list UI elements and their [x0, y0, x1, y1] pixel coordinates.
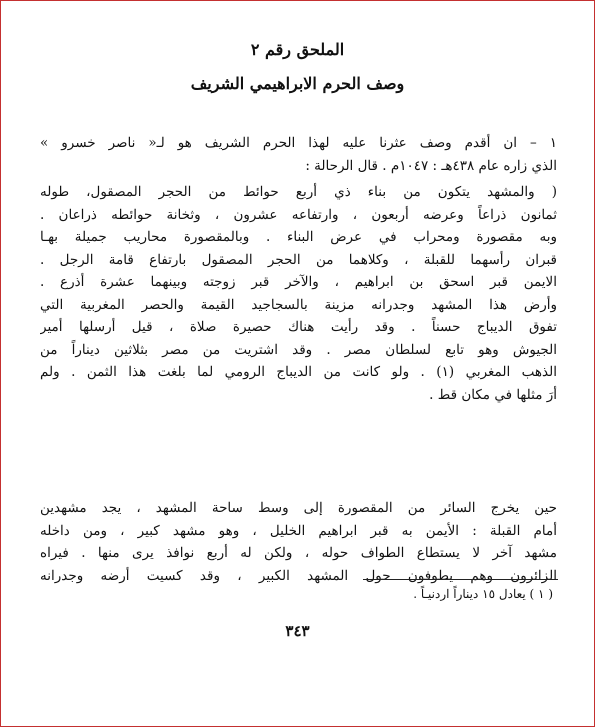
page-number: ٣٤٣ — [285, 622, 310, 640]
paragraph-quote — [40, 181, 557, 406]
text-line: أرَ مثلها في مكان قط . — [429, 386, 557, 403]
text-line: أمام القبلة : الأيمن به قبر ابراهيم الخليل ، وهو مشهد كبير ، ومن داخله — [40, 522, 557, 539]
text-line: الذي زاره عام ٤٣٨هـ : ١٠٤٧م . قال الرحالة : — [305, 157, 557, 174]
appendix-title: الملحق رقم ٢ — [250, 40, 345, 59]
text-line: الذهب المغربي (١) . ولو كانت من الديباج الرومي لما بلغت هذا الثمن . ولم — [40, 364, 557, 380]
text-line: مشهد آخر لا يستطاع الطواف حوله ، ولكن له أربع نوافذ يرى منها . فيراه — [40, 545, 557, 561]
text-line: تفوق الديباج حسناً . وقد رأيت هناك حصيرة صلاة ، قيل أرسلها أمير — [40, 319, 557, 335]
text-line: وبه مقصورة ومحراب في عرض البناء . وبالمقصورة محاريب جميلة بهـا — [40, 229, 557, 245]
text-line: ( والمشهد يتكون من بناء ذي أربع حوائط من الحجر المصقول، طوله — [40, 184, 557, 200]
text-line: الزائرون وهم يطوفون حول المشهد الكبير ، وقد كسيت أرضه وجدرانه — [40, 567, 557, 584]
footnote: ( ١ ) يعادل ١٥ ديناراً اردنيـاً . — [413, 587, 553, 601]
text-line: ثمانون ذراعاً وعرضه أربعون ، وارتفاعه عشرون ، وثخانة حوائطه ذراعان . — [40, 206, 557, 223]
text-line: حين يخرج السائر من المقصورة إلى وسط ساحة المشهد ، يجد مشهدين — [40, 500, 557, 516]
text-line: الايمن قبر اسحق بن ابراهيم ، والآخر قبر زوجته وبينهما عشرة أذرع . — [40, 274, 557, 290]
text-line: قبران رأسهما للقبلة ، وكلاهما من الحجر المصقول بارتفاع قامة الرجل . — [40, 251, 557, 268]
text-line: وأرض هذا المشهد وجدرانه مزينة بالسجاجيد القيمة والحصر المغربية التي — [40, 296, 557, 313]
paragraph-description — [40, 497, 557, 587]
text-line: الجيوش وهو تابع لسلطان مصر . وقد اشتريت من مصر بثلاثين ديناراً من — [40, 341, 557, 358]
section-title: وصف الحرم الابراهيمي الشريف — [190, 74, 405, 93]
footnote-divider — [363, 579, 558, 580]
text-line: ١ – ان أقدم وصف عثرنا عليه لهذا الحرم الشريف هو لـ« ناصر خسرو » — [40, 135, 557, 151]
paragraph-intro — [40, 132, 557, 177]
